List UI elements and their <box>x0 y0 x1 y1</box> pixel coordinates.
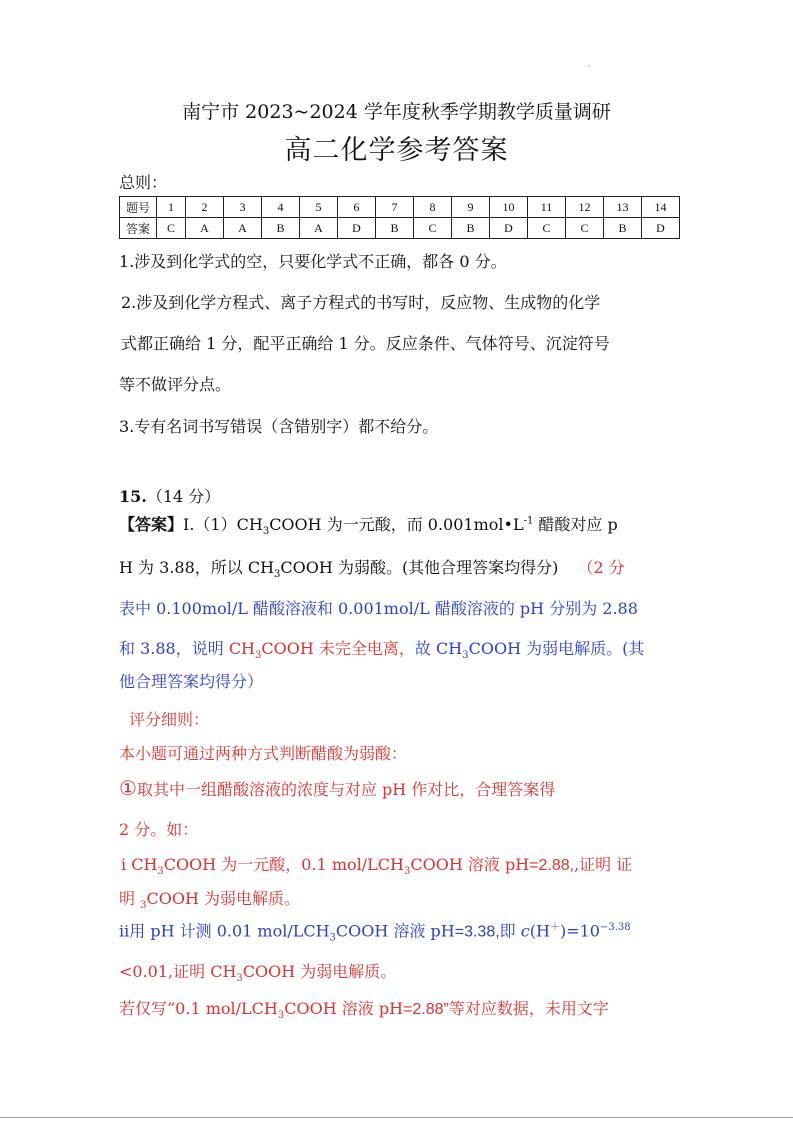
method-1-cont: 2 分。如： <box>119 820 199 839</box>
text: COOH 为一元酸，而 0.001mol•L <box>269 515 524 534</box>
text: COOH 溶液 pH <box>410 855 530 874</box>
text: COOH 为弱电解质。 <box>242 962 397 981</box>
table-cell: 8 <box>414 197 452 218</box>
text: 3 <box>329 932 336 944</box>
text: ＋ <box>549 922 560 933</box>
answer-line-3: 表中 0.100mol/L 醋酸溶液和 0.001mol/L 醋酸溶液的 pH 分别为 2.88 <box>119 599 638 618</box>
table-cell: B <box>262 218 300 239</box>
table-cell: 5 <box>300 197 338 218</box>
text: 明 <box>119 889 141 908</box>
text: )=10 <box>559 921 600 941</box>
table-cell: 7 <box>376 197 414 218</box>
text: 3 <box>262 526 270 538</box>
text: COOH 为弱电解质。 <box>146 889 300 908</box>
text: -1 <box>523 515 534 527</box>
table-cell: B <box>604 218 642 239</box>
text: −3.38 <box>599 922 631 933</box>
question-number: 15. <box>119 487 147 506</box>
text: ⅱ用 pH 计测 0.01 mol/LCH <box>119 921 330 941</box>
example-ii-cont <box>119 959 396 984</box>
general-label: 总则： <box>119 173 168 192</box>
text: ,证明 证 <box>574 855 633 874</box>
answer-line-1 <box>119 512 618 537</box>
table-cell: D <box>490 218 528 239</box>
text: COOH 为弱酸。(其他合理答案均得分) <box>280 558 559 577</box>
text: 3 <box>255 650 262 662</box>
score-note: （2 分 <box>577 558 625 577</box>
text: 故 CH <box>414 639 463 658</box>
table-cell: 12 <box>566 197 604 218</box>
table-cell: D <box>338 218 376 239</box>
table-cell: A <box>186 218 224 239</box>
table-cell: C <box>528 218 566 239</box>
answer-line-2 <box>119 555 625 580</box>
page-bottom-rule <box>0 1117 793 1118</box>
table-cell: C <box>157 218 186 239</box>
text: ⅰ CH <box>121 855 158 874</box>
text: 3 <box>403 866 411 878</box>
table-cell: 3 <box>224 197 262 218</box>
table-cell: 11 <box>528 197 566 218</box>
rule-2-line-3: 等不做评分点。 <box>119 375 232 394</box>
text: =3.38, <box>454 923 500 941</box>
document-subtitle: 南宁市 2023~2024 学年度秋季学期教学质量调研 <box>182 101 611 123</box>
text: 等对应数据，未用文字 <box>448 999 609 1018</box>
question-score: （14 分） <box>146 487 221 506</box>
text: 3 <box>274 569 281 581</box>
text: COOH 为弱电解质。 <box>468 639 623 658</box>
answer-tag: 【答案】 <box>119 515 184 534</box>
table-row-answers <box>120 218 680 239</box>
text: COOH 未完全电离， <box>261 639 415 658</box>
text: 3 <box>236 973 243 985</box>
document-title: 高二化学参考答案 <box>284 135 509 166</box>
table-cell: 14 <box>642 197 680 218</box>
answer-line-5: 他合理答案均得分） <box>119 672 264 691</box>
answer-table <box>119 196 680 239</box>
text: (其 <box>622 639 645 658</box>
text: COOH 溶液 pH <box>284 999 404 1018</box>
rule-2-line-2: 式都正确给 1 分，配平正确给 1 分。反应条件、气体符号、沉淀符号 <box>121 334 610 353</box>
table-cell: 9 <box>452 197 490 218</box>
text: 若仅写“0.1 mol/LCH <box>119 999 278 1018</box>
table-cell: D <box>642 218 680 239</box>
table-row-numbers <box>120 197 680 218</box>
text: =2.88, <box>529 857 575 874</box>
text: 3 <box>462 650 469 662</box>
text: 3 <box>157 866 164 878</box>
text: 3 <box>140 900 147 912</box>
question-15-heading <box>119 484 220 507</box>
detail-label: 评分细则： <box>129 710 210 729</box>
table-cell: 6 <box>338 197 376 218</box>
rule-3: 3.专有名词书写错误（含错别字）都不给分。 <box>119 417 439 436</box>
table-cell: B <box>452 218 490 239</box>
text: <0.01,证明 CH <box>119 962 237 981</box>
answer-line-4 <box>119 636 644 661</box>
table-cell: 4 <box>262 197 300 218</box>
table-cell: A <box>224 218 262 239</box>
detail-intro: 本小题可通过两种方式判断醋酸为弱酸： <box>119 744 408 763</box>
text: COOH 溶液 pH <box>335 921 455 941</box>
text: =2.88” <box>403 1001 449 1018</box>
rule-2-line-1: 2.涉及到化学方程式、离子方程式的书写时，反应物、生成物的化学 <box>121 293 601 312</box>
table-cell: 10 <box>490 197 528 218</box>
text: 和 3.88，说明 <box>119 639 229 658</box>
table-cell: 13 <box>604 197 642 218</box>
text: 醋酸对应 p <box>533 515 618 534</box>
text: H 为 3.88，所以 CH <box>119 558 275 577</box>
table-cell: 2 <box>186 197 224 218</box>
text: COOH 为一元酸，0.1 mol/LCH <box>163 855 404 874</box>
example-i <box>121 852 632 877</box>
table-cell: C <box>566 218 604 239</box>
text: Ⅰ.（1）CH <box>183 515 263 534</box>
table-cell: B <box>376 218 414 239</box>
rule-1: 1.涉及到化学式的空，只要化学式不正确，都各 0 分。 <box>119 252 507 271</box>
table-cell: 1 <box>157 197 186 218</box>
example-i-cont <box>119 886 300 911</box>
text: 取其中一组醋酸溶液的浓度与对应 pH 作对比，合理答案得 <box>136 780 556 799</box>
text: 即 <box>499 921 521 941</box>
corner-mark: · <box>588 62 591 71</box>
method-1 <box>119 776 555 800</box>
last-note <box>119 996 609 1021</box>
text: CH <box>228 639 256 658</box>
circled-number: ① <box>119 776 137 800</box>
example-ii <box>119 918 631 944</box>
table-cell: C <box>414 218 452 239</box>
text: 3 <box>277 1010 285 1022</box>
table-row-label: 答案 <box>120 218 157 239</box>
table-row-label: 题号 <box>120 197 157 218</box>
text: c <box>520 921 530 941</box>
table-cell: A <box>300 218 338 239</box>
text: (H <box>529 921 550 941</box>
